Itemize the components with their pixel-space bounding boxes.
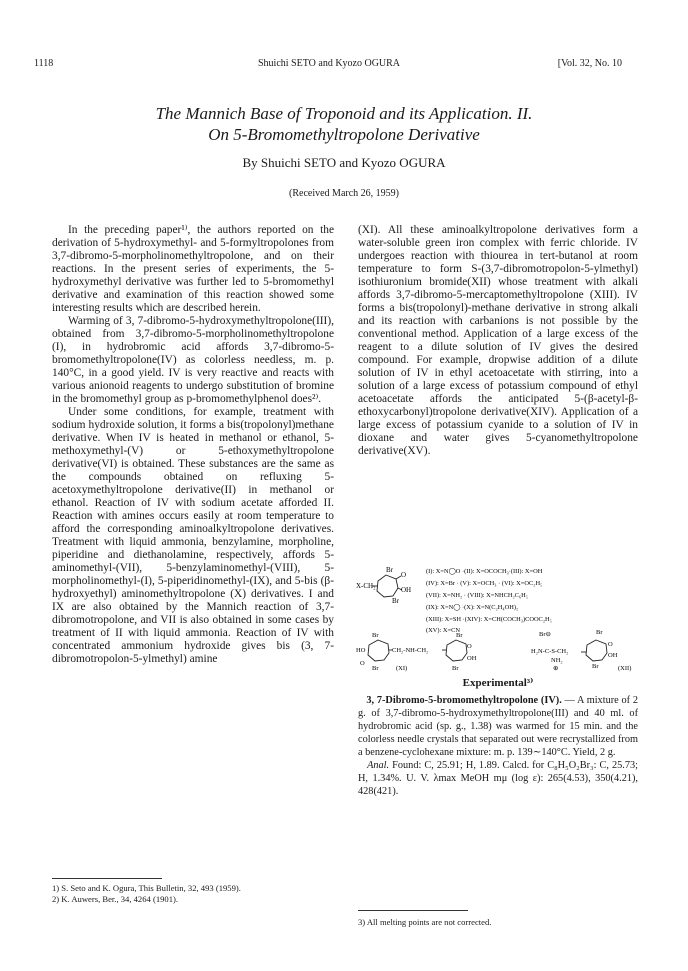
compound-xi-label: (XI) <box>396 665 408 672</box>
compound-xii-structure <box>581 640 607 661</box>
byline: By Shuichi SETO and Kyozo OGURA <box>242 155 446 170</box>
svg-text:(IV): X=Br · (V): X=OCH₃ · (VI: (IV): X=Br · (V): X=OCH₃ · (VI): X=OC₂H₅ <box>426 580 543 587</box>
compound-xii-label: (XII) <box>618 665 632 672</box>
footnote: 1) S. Seto and K. Ogura, This Bulletin, 32, 493 (1959). <box>52 883 241 893</box>
running-header-volume: [Vol. 32, No. 10 <box>557 58 622 69</box>
svg-text:Br⊖: Br⊖ <box>539 631 551 638</box>
svg-text:Br: Br <box>592 663 599 670</box>
svg-text:(IX): X=N◯ ·(X): X=N(C₂H₄OH)₂: (IX): X=N◯ ·(X): X=N(C₂H₄OH)₂ <box>426 604 519 611</box>
svg-text:(I): X=N◯O ·(II): X=OCOCH₃·(II: (I): X=N◯O ·(II): X=OCOCH₃·(III): X=OH <box>426 568 543 575</box>
section-heading-experimental: Experimental³⁾ <box>462 677 534 689</box>
right-column <box>358 224 638 458</box>
svg-text:OH: OH <box>608 652 618 659</box>
methylene-amine-link: CH₂-NH-CH₂ <box>392 647 429 654</box>
compound-heading: 3, 7-Dibromo-5-bromomethyltropolone (IV). <box>366 695 562 706</box>
left-column <box>52 224 334 666</box>
tropolone-structure <box>372 575 402 597</box>
svg-text:NH₂: NH₂ <box>551 657 563 664</box>
svg-text:⊕: ⊕ <box>553 665 559 672</box>
paragraph: In the preceding paper¹⁾, the authors reported on the derivation of 5-hydroxymethyl- and 5-formyltropolones from 3,7-dibromo-5-morpholinomethyltropolone, and on their reactions. In the present series of experiments, the 5-hydroxymethyl derivative was further led to 5-bromomethyl derivative and examination of this reaction showed some interesting results which are described herein. <box>52 224 334 314</box>
paragraph: Under some conditions, for example, treatment with sodium hydroxide solution, it forms a bis(tropolonyl)methane derivative. When IV is heated in methanol or ethanol, 5-methoxymethyl-(V) or 5-ethoxymethyltropolone derivative(VI) is obtained. These substances are the same as the compounds obtained on refluxing 5-acetoxymethyltropolone derivative(II) in methanol or ethanol. Reaction of IV with sodium acetate afforded II. Reaction with amines occurs easily at room temperature to afford the corresponding aminoalkyltropolone derivatives. Treatment with liquid ammonia, benzylamine, morpholine, piperidine and diethanolamine, respectively, affords 5-aminomethyl-(VII), 5-benzylaminomethyl-(VIII), 5-morpholinomethyl-(I), 5-piperidinomethyl-(IX), and 5-bis (β-hydroxyethyl) aminomethyltropolone (X) derivatives. I and IX are also obtained by the Mannich reaction of 3,7-dibromotropolone, and VII is also obtained in some cases by treatment of II with liquid ammonia. Reaction of IV with concentrated ammonium hydroxide gives bis (3, 7-dibromotropolon-5-ylmethyl) amine <box>52 406 334 665</box>
isothiuronium-group: H₂N-C-S-CH₂ <box>531 648 569 655</box>
footnote-rule <box>358 910 468 911</box>
o-label: O <box>401 571 407 579</box>
experimental-text <box>358 694 638 798</box>
substituent-legend <box>426 568 552 634</box>
svg-text:HO: HO <box>356 647 366 654</box>
svg-text:Br: Br <box>452 665 459 672</box>
br-label: Br <box>386 566 393 574</box>
chemical-structures-figure <box>356 564 640 672</box>
svg-text:OH: OH <box>467 655 477 662</box>
article-subtitle: On 5-Bromomethyltropolone Derivative <box>208 125 480 144</box>
svg-text:(VII): X=NH₂ · (VIII): X=NHCH₂: (VII): X=NH₂ · (VIII): X=NHCH₂C₆H₅ <box>426 592 529 599</box>
svg-text:Br: Br <box>372 632 379 639</box>
footnotes-left <box>52 883 334 905</box>
svg-text:O: O <box>360 660 365 667</box>
svg-text:(XIII): X=SH ·(XIV): X=CH(COCH: (XIII): X=SH ·(XIV): X=CH(COCH₃)COOC₂H₅ <box>426 616 552 623</box>
article-title: The Mannich Base of Troponoid and its Application. II. <box>155 104 533 123</box>
paragraph: Warming of 3, 7-dibromo-5-hydroxymethyltropolone(III), obtained from 3,7-dibromo-5-morpholinomethyltropolone (I), in hydrobromic acid affords 3,7-dibromo-5-bromomethyltropolone(IV) as colorless needless, m. p. 140°C, in a good yield. IV is very reactive and reacts with various anionoid reagents to undergo substitution of bromine in the bromomethyl group as p-bromomethylphenol does²⁾. <box>52 315 334 405</box>
footnote: 3) All melting points are not corrected. <box>358 917 492 927</box>
analysis-results: Found: C, 25.91; H, 1.89. Calcd. for C₈H₅O₂Br₃: C, 25.73; H, 1.34%. U. V. λmax MeOH mμ (log ε): 265(4.53), 350(4.21), 428(421). <box>358 760 638 797</box>
svg-text:(XV): X=CN: (XV): X=CN <box>426 627 460 634</box>
received-date: (Received March 26, 1959) <box>289 188 399 199</box>
svg-text:O: O <box>608 641 613 648</box>
svg-text:Br: Br <box>372 665 379 672</box>
svg-text:Br: Br <box>596 629 603 636</box>
svg-text:O: O <box>467 643 472 650</box>
page-number: 1118 <box>34 58 54 69</box>
oh-label: OH <box>401 586 412 594</box>
footnote: 2) K. Auwers, Ber., 34, 4264 (1901). <box>52 894 179 904</box>
paragraph: (XI). All these aminoalkyltropolone derivatives form a water-soluble green iron complex with ferric chloride. IV undergoes reaction with thiourea in tert-butanol at room temperature to form S-(3,7-dibromotropolon-5-ylmethyl) isothiuronium bromide(XII) whose treatment with alkali affords 3,7-dibromo-5-mercaptomethyltropolone (XIII). IV forms a bis(tropolonyl)-methane derivative in strong alkali and its reaction with carbanions is not possible by the conventional method. Application of a large excess of the reagent to a dilute solution of IV gives the desired compound. For example, dropwise addition of a dilute solution of IV in ethyl acetoacetate with stirring, into a solution of a large excess of potassium compound of ethyl acetoacetate affords the anticipated 5-(β-acetyl-β-ethoxycarbonyl)tropolone derivative(XIV). Application of a large excess of potassium cyanide to a solution of IV in dioxane and water gives 5-cyanomethyltropolone derivative(XV). <box>358 224 638 457</box>
running-header-authors: Shuichi SETO and Kyozo OGURA <box>258 58 401 69</box>
experimental-procedure: — A mixture of 2 g. of 3,7-dibromo-5-hydroxymethyltropolone(III) and 40 ml. of hydrobromic acid (sp. g., 1.38) was warmed for 15 min. and the colorless needle crystals that separated out were recrystallized from a benzene-cyclohexane mixture: m. p. 139∼140°C. Yield, 2 g. <box>358 695 638 758</box>
analysis-label: Anal. <box>367 760 390 771</box>
footnote-rule <box>52 878 162 879</box>
svg-text:Br: Br <box>456 632 463 639</box>
br-label: Br <box>392 597 399 605</box>
x-ch2-label: X-CH₂ <box>356 582 376 590</box>
